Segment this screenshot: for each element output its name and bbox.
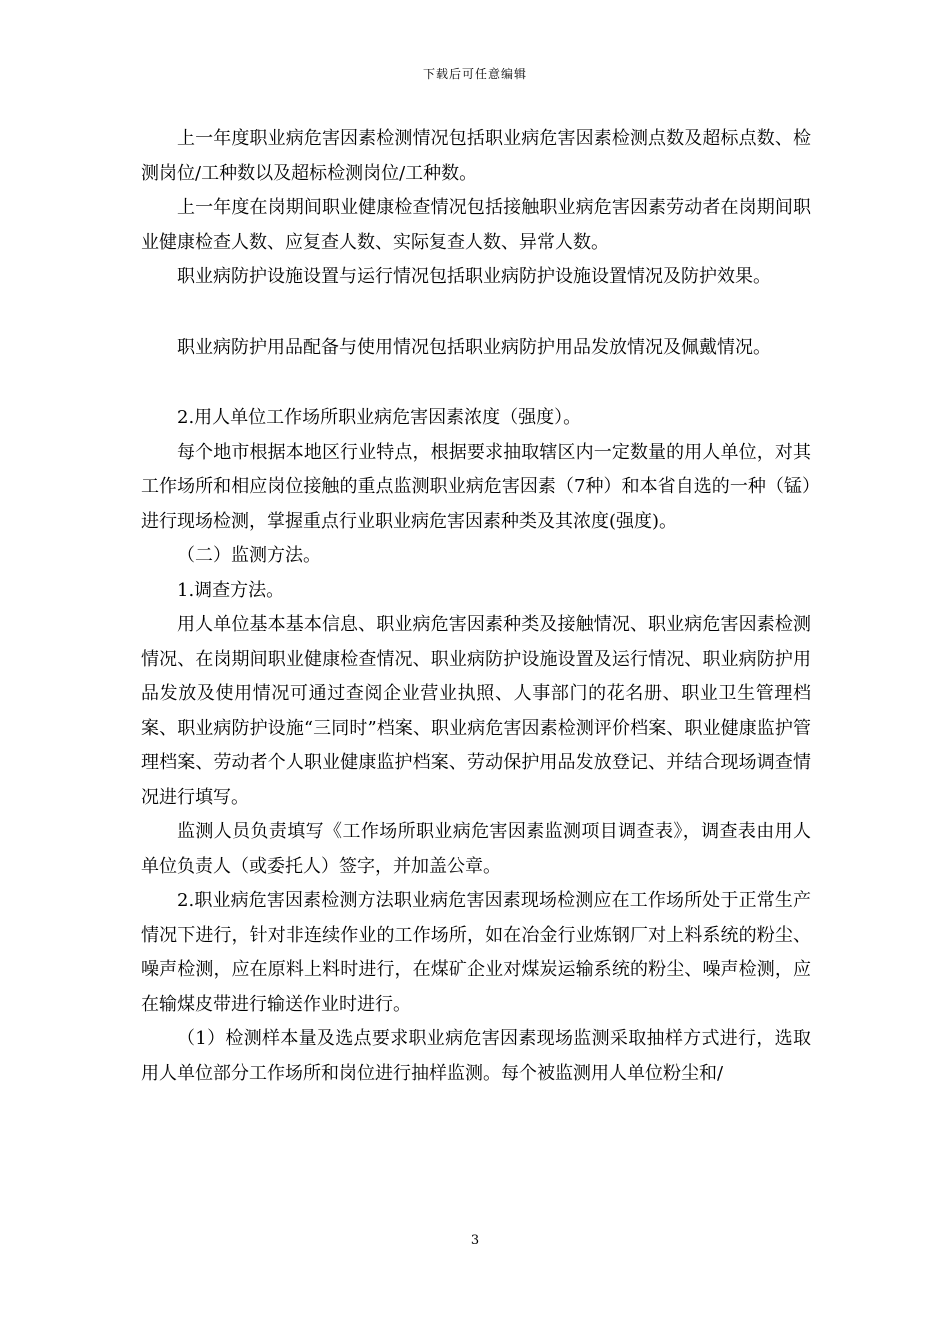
section-heading-concentration: 2.用人单位工作场所职业病危害因素浓度（强度）。 xyxy=(177,407,582,428)
paragraph-survey-sources: 用人单位基本基本信息、职业病危害因素种类及接触情况、职业病危害因素检测情况、在岗期间职业健康检查情况、职业病防护设施设置及运行情况、职业病防护用品发放及使用情况可通过查阅企业营业执照、人事部门的花名册、职业卫生管理档案、职业病防护设施“三同时”档案、职业病危害因素检测评价档案、职业健康监护管理档案、劳动者个人职业健康监护档案、劳动保护用品发放登记、并结合现场调查情况进行填写。 xyxy=(141,614,811,808)
paragraph-health-exam-status: 上一年度在岗期间职业健康检查情况包括接触职业病危害因素劳动者在岗期间职业健康检查人数、应复查人数、实际复查人数、异常人数。 xyxy=(141,197,811,253)
paragraph-detection-method: 2.职业病危害因素检测方法职业病危害因素现场检测应在工作场所处于正常生产情况下进行，针对非连续作业的工作场所，如在冶金行业炼钢厂对上料系统的粉尘、噪声检测，应在原料上料时进行，在煤矿企业对煤炭运输系统的粉尘、噪声检测，应在输煤皮带进行输送作业时进行。 xyxy=(141,890,811,1015)
section-heading-survey-method: 1.调查方法。 xyxy=(177,579,285,601)
paragraph-city-sampling: 每个地市根据本地区行业特点，根据要求抽取辖区内一定数量的用人单位，对其工作场所和相应岗位接触的重点监测职业病危害因素（7种）和本省自选的一种（锰）进行现场检测，掌握重点行业职业病危害因素种类及其浓度(强度)。 xyxy=(141,441,811,532)
page-number: 3 xyxy=(470,1233,480,1248)
page-header: 下载后可任意编辑 xyxy=(422,67,527,81)
paragraph-survey-form: 监测人员负责填写《工作场所职业病危害因素监测项目调查表》，调查表由用人单位负责人（或委托人）签字，并加盖公章。 xyxy=(141,821,811,877)
document-body xyxy=(141,122,811,1091)
paragraph-sampling-requirements: （1）检测样本量及选点要求职业病危害因素现场监测采取抽样方式进行，选取用人单位部分工作场所和岗位进行抽样监测。每个被监测用人单位粉尘和/ xyxy=(141,1028,811,1084)
paragraph-protective-equipment: 职业病防护用品配备与使用情况包括职业病防护用品发放情况及佩戴情况。 xyxy=(177,336,771,358)
paragraph-protective-facilities: 职业病防护设施设置与运行情况包括职业病防护设施设置情况及防护效果。 xyxy=(177,266,771,287)
paragraph-detection-status: 上一年度职业病危害因素检测情况包括职业病危害因素检测点数及超标点数、检测岗位/工种数以及超标检测岗位/工种数。 xyxy=(141,128,811,184)
section-heading-methods: （二）监测方法。 xyxy=(177,545,321,566)
